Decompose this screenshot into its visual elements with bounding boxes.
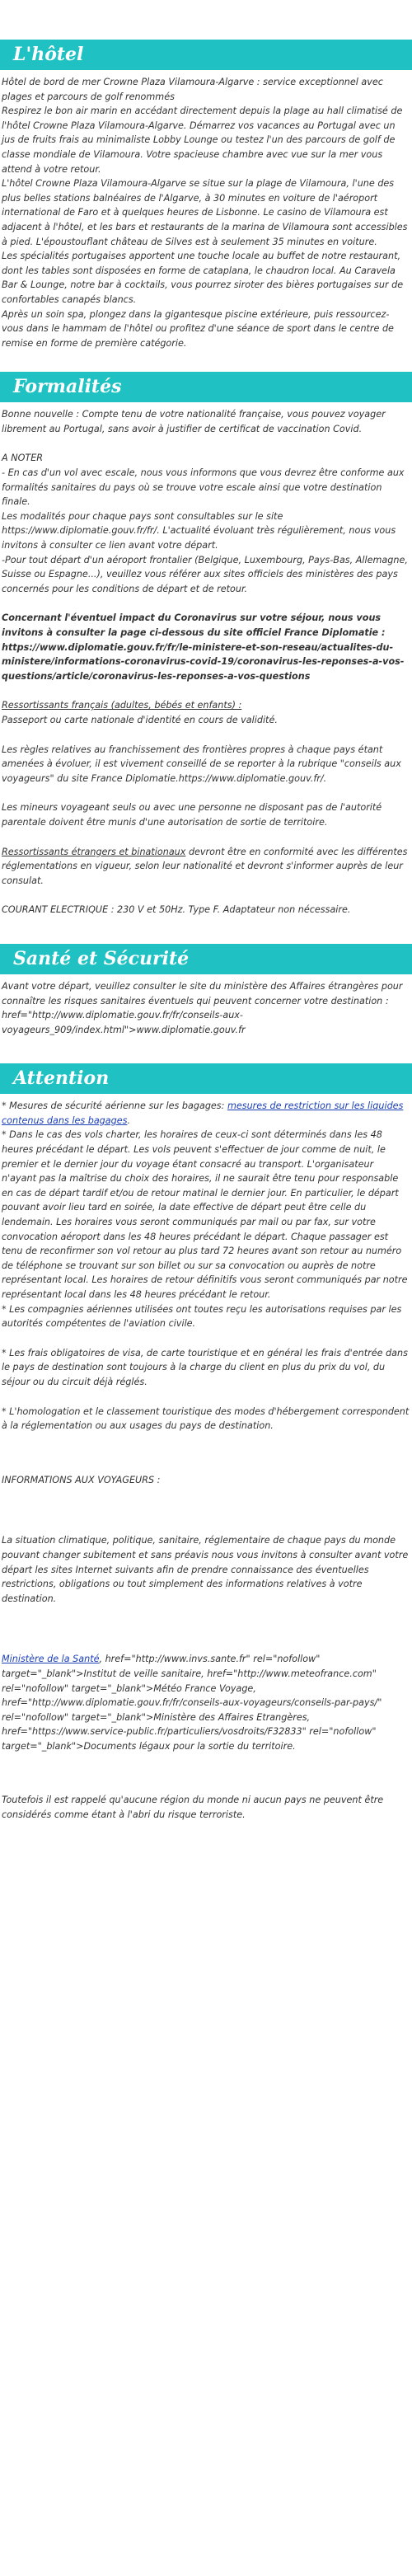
baggage-suffix: . [127,1114,131,1126]
sante-text: Avant votre départ, veuillez consulter le site du ministère des Affaires étrangères pour connaître les risques sanitaires éventuels qui peuvent concerner votre destination : href="http://www.diplomatie.gouv.fr/fr/conseils-aux-voyageurs_909/index.html">www.diplomatie.gouv.fr [2,980,403,1035]
section-title-formalites: Formalités [0,372,412,402]
sante-content [0,974,412,1042]
minors-text: Les mineurs voyageant seuls ou avec une personne ne disposant pas de l'autorité parentale doivent être munis d'une autorisation de sortie de territoire. [2,802,382,828]
attention-content [0,1094,412,1827]
foreign-heading: Ressortissants étrangers et binationaux [2,846,186,857]
hotel-paragraph: Les spécialités portugaises apportent une touche locale au buffet de notre restaurant, dont les tables sont disposées en forme de cataplana, le chaudron local. Au Caravela Bar & Lounge, notre bar à cocktails, vous pourrez siroter des bières portugaises sur de confortables canapés blancs. [2,251,404,305]
nota-title: A NOTER [2,453,44,464]
electric-info: COURANT ELECTRIQUE : 230 V et 50Hz. Type F. Adaptateur non nécessaire. [2,904,351,916]
nota-line: Les modalités pour chaque pays sont consultables sur le site https://www.diplomatie.gouv.fr/fr/. L'actualité évoluant très régulièrement, nous vous invitons à consulter ce lien avant votre départ. [2,510,396,551]
baggage-prefix: * Mesures de sécurité aérienne sur les bagages: [2,1100,227,1112]
nationals-heading: Ressortissants français (adultes, bébés et enfants) : [2,700,242,711]
covid-notice: Concernant l'éventuel impact du Coronavirus sur votre séjour, nous vous invitons à consulter la page ci-dessous du site officiel France Diplomatie : https://www.diplomatie.gouv.fr/fr/le-ministere-et-son-reseau/actualites-du-ministere/informations-coronavirus-covid-19/coronavirus-les-reponses-a-vos-questions/article/coronavirus-les-reponses-a-vos-questions [2,612,405,682]
borders-text: Les règles relatives au franchissement des frontières propres à chaque pays étant amenées à évoluer, il est vivement conseillé de se reporter à la rubrique "conseils aux voyageurs" du site France Diplomatie.https://www.diplomatie.gouv.fr/. [2,744,401,784]
classification-text: * L'homologation et le classement touristique des modes d'hébergement correspondent à la réglementation ou aux usages du pays de destination. [2,1405,410,1432]
airlines-text: * Les compagnies aériennes utilisées ont toutes reçu les autorisations requises par les autorités compétentes de l'aviation civile. [2,1303,402,1330]
hotel-content [0,70,412,355]
section-title-hotel: L'hôtel [0,40,412,70]
foreign-paragraph [2,845,410,889]
closing-text: Toutefois il est rappelé qu'aucune région du monde ni aucun pays ne peuvent être considérés comme étant à l'abri du risque terroriste. [2,1795,384,1821]
nota-line: - En cas d'un vol avec escale, nous vous informons que vous devrez être conforme aux formalités sanitaires du pays où se trouve votre escale ainsi que votre destination finale. [2,467,405,508]
nationals-text: Passeport ou carte nationale d'identité en cours de validité. [2,714,278,725]
info-heading: INFORMATIONS AUX VOYAGEURS : [2,1474,161,1485]
section-title-sante: Santé et Sécurité [0,944,412,974]
formalites-content [0,402,412,922]
foreign-text: devront être en conformité avec les différentes réglementations en vigueur, selon leur nationalité et devront s'informer auprès de leur consulat. [2,846,408,886]
formalites-intro: Bonne nouvelle : Compte tenu de votre nationalité française, vous pouvez voyager librement au Portugal, sans avoir à justifier de certificat de vaccination Covid. [2,409,386,434]
hotel-paragraph: Hôtel de bord de mer Crowne Plaza Vilamoura-Algarve : service exceptionnel avec plages et parcours de golf renommés [2,77,383,102]
hotel-paragraph: Respirez le bon air marin en accédant directement depuis la plage au hall climatisé de l'hôtel Crowne Plaza Vilamoura-Algarve. Démarrez vos vacances au Portugal avec un jus de fruits frais au minimaliste Lobby Lounge ou testez l'un des parcours de golf de classe mondiale de Vilamoura. Votre spacieuse chambre avec vue sur la mer vous attend à votre retour. [2,106,403,175]
fees-text: * Les frais obligatoires de visa, de carte touristique et en général les frais d'entrée dans le pays de destination sont toujours à la charge du client en plus du prix du vol, du séjour ou du circuit déjà réglés. [2,1347,408,1387]
links-paragraph [2,1652,410,1753]
links-rest: , href="http://www.invs.sante.fr" rel="nofollow" target="_blank">Institut de veille sanitaire, href="http://www.meteofrance.com" rel="nofollow" target="_blank">Météo France Voyage, href="http://www.diplomatie.gouv.fr/fr/conseils-aux-voyageurs/conseils-par-pays/" rel="nofollow" target="_blank">Ministère des Affaires Etrangères, href="https://www.service-public.fr/particuliers/vosdroits/F32833" rel="nofollow" target="_blank">Documents légaux pour la sortie du territoire. [2,1654,382,1752]
situation-text: La situation climatique, politique, sanitaire, réglementaire de chaque pays du monde pouvant changer subitement et sans préavis nous vous invitons à consulter avant votre départ les sites Internet suivants afin de prendre connaissance des éventuelles restrictions, obligations ou tout simplement des informations relatives à votre destination. [2,1535,409,1604]
hotel-paragraph: L'hôtel Crowne Plaza Vilamoura-Algarve se situe sur la plage de Vilamoura, l'une des plus belles stations balnéaires de l'Algarve, à 30 minutes en voiture de l'aéroport international de Faro et à quelques heures de Lisbonne. Le casino de Vilamoura est adjacent à l'hôtel, et les bars et restaurants de la marina de Vilamoura sont accessibles à pied. L'époustouflant château de Silves est à seulement 35 minutes en voiture. [2,178,408,247]
nota-line: -Pour tout départ d'un aéroport frontalier (Belgique, Luxembourg, Pays-Bas, Allemagne, Suisse ou Espagne...), veuillez vous référer aux sites officiels des ministères des pays concernés pour les conditions de départ et de retour. [2,554,408,594]
ministere-sante-link[interactable]: Ministère de la Santé [2,1654,100,1665]
section-title-attention: Attention [0,1063,412,1094]
baggage-restrictions-link[interactable]: mesures de restriction sur les liquides contenus dans les bagages [2,1100,404,1126]
hotel-paragraph: Après un soin spa, plongez dans la gigantesque piscine extérieure, puis ressourcez-vous dans le hammam de l'hôtel ou profitez d'une séance de sport dans le centre de remise en forme de première catégorie. [2,308,394,349]
schedules-text: * Dans le cas des vols charter, les horaires de ceux-ci sont déterminés dans les 48 heures précédant le départ. Les vols peuvent s'effectuer de jour comme de nuit, le premier et le dernier jour du voyage étant consacré au transport. L'organisateur n'ayant pas la maîtrise du choix des horaires, il ne saurait être tenu pour responsable en cas de départ tardif et/ou de retour matinal le dernier jour. En particulier, le départ pouvant avoir lieu tard en soirée, la date effective de départ peut être celle du lendemain. Les horaires vous seront communiqués par mail ou par fax, sur votre convocation aéroport dans les 48 heures précédant le départ. Chaque passager est tenu de reconfirmer son vol retour au plus tard 72 heures avant son retour au numéro de téléphone se trouvant sur son billet ou sur sa convocation ou auprès de notre représentant local. Les horaires de retour définitifs vous seront communiqués par notre représentant local dans les 48 heures précédant le retour. [2,1129,408,1300]
baggage-paragraph [2,1099,410,1128]
